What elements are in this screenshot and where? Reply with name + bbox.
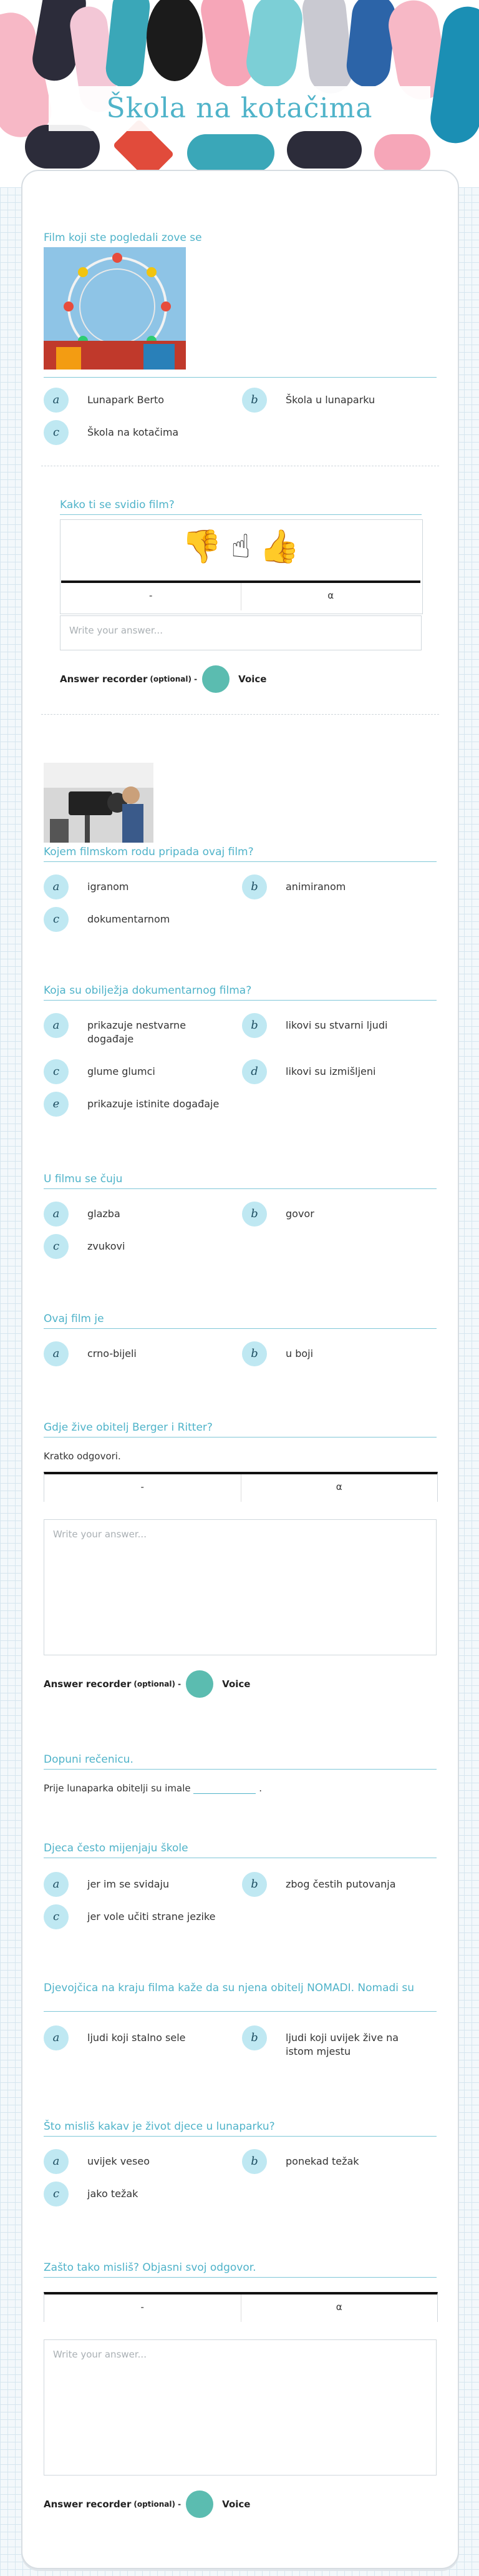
question-rule [44,377,437,378]
option-letter: b [242,874,267,899]
option-b[interactable] [242,2031,429,2059]
option-a[interactable] [44,1347,231,1366]
rating-scale[interactable] [61,580,420,610]
option-letter: b [242,1341,267,1366]
option-letter: a [44,2149,69,2174]
voice-label: Voice [238,673,267,685]
option-text: crno-bijeli [87,1348,137,1359]
question-rule [44,2277,437,2278]
recorder-label: Answer recorder [44,1678,132,1690]
question-rule [44,1000,437,1001]
option-letter: b [242,1013,267,1038]
option-b[interactable] [242,1878,442,1897]
option-letter: b [242,2149,267,2174]
section-divider [41,714,439,715]
question-rule [44,1769,437,1770]
question-title: Gdje žive obitelj Berger i Ritter? [44,1421,213,1434]
question-title: Kojem filmskom rodu pripada ovaj film? [44,846,254,858]
sentence-text: Prije lunaparka obitelji su imale [44,1783,191,1794]
question-rule [44,2011,437,2012]
option-letter: b [242,388,267,413]
option-d[interactable] [242,1065,429,1084]
option-c[interactable] [44,1240,231,1259]
option-a[interactable] [44,1878,231,1897]
option-letter: c [44,1234,69,1259]
option-letter: e [44,1092,69,1117]
rating-scale[interactable] [44,2292,438,2322]
option-a[interactable] [44,1019,231,1046]
option-text: animiranom [286,881,346,893]
voice-label: Voice [222,1678,251,1690]
option-letter: c [44,2182,69,2206]
answer-recorder [44,1670,250,1698]
answer-recorder [44,2490,250,2518]
question-rule [44,1188,437,1189]
option-b[interactable] [242,1019,429,1038]
blank-input[interactable] [193,1783,256,1794]
option-letter: a [44,1341,69,1366]
option-c[interactable] [44,2187,231,2206]
option-letter: d [242,1059,267,1084]
question-rule [44,861,437,862]
option-text: ljudi koji uvijek žive na istom mjestu [286,2032,399,2057]
option-text: jer im se svidaju [87,1878,170,1890]
recorder-label: Answer recorder [44,2499,132,2510]
page-title: Škola na kotačima [106,92,373,124]
question-title: Koja su obilježja dokumentarnog filma? [44,984,252,997]
option-text: jako težak [87,2188,138,2200]
option-letter: c [44,1059,69,1084]
option-text: Škola u lunaparku [286,394,375,406]
scale-right[interactable]: α [336,2301,342,2313]
option-letter: a [44,1202,69,1227]
option-b[interactable] [242,2155,429,2174]
option-text: igranom [87,881,129,893]
option-text: jer vole učiti strane jezike [87,1911,216,1922]
ferris-wheel-image [44,247,186,370]
option-text: ljudi koji stalno sele [87,2032,186,2044]
question-rule [44,1328,437,1329]
option-letter: c [44,907,69,932]
scale-left[interactable]: - [61,583,241,610]
option-text: prikazuje istinite događaje [87,1098,220,1110]
question-title: Kako ti se svidio film? [60,499,175,511]
scale-left[interactable]: - [44,2294,241,2322]
question-title: Film koji ste pogledali zove se [44,232,202,244]
scale-left[interactable]: - [44,1474,241,1502]
fill-sentence [44,1783,262,1794]
option-text: uvijek veseo [87,2155,150,2167]
option-text: prikazuje nestvarne događaje [87,1019,186,1045]
option-b[interactable] [242,393,429,413]
option-e[interactable] [44,1097,256,1117]
option-text: dokumentarnom [87,913,170,925]
scale-right[interactable]: α [336,1481,342,1492]
record-button[interactable] [186,2490,213,2518]
option-text: zbog čestih putovanja [286,1878,396,1890]
answer-input[interactable]: Write your answer... [44,2339,437,2476]
option-text: likovi su stvarni ljudi [286,1019,388,1031]
scale-right[interactable]: α [327,590,334,601]
option-c[interactable] [44,1065,231,1084]
record-button[interactable] [186,1670,213,1698]
option-letter: a [44,1872,69,1897]
option-b[interactable] [242,880,429,899]
option-c[interactable] [44,913,231,932]
option-letter: a [44,874,69,899]
option-a[interactable] [44,2031,231,2050]
option-text: Lunapark Berto [87,394,165,406]
option-letter: c [44,1904,69,1929]
question-title: Što misliš kakav je život djece u lunaparku? [44,2120,275,2133]
option-text: glume glumci [87,1065,155,1077]
option-a[interactable] [44,2155,231,2174]
answer-input[interactable]: Write your answer... [60,615,422,650]
question-title: Zašto tako misliš? Objasni svoj odgovor. [44,2261,256,2274]
question-title: Djeca često mijenjaju škole [44,1842,188,1854]
answer-recorder [60,665,266,693]
rating-scale[interactable] [44,1472,438,1502]
recorder-optional: (optional) - [133,2500,181,2509]
option-a[interactable] [44,393,231,413]
option-text: glazba [87,1208,120,1220]
recorder-optional: (optional) - [150,675,198,683]
option-letter: a [44,1013,69,1038]
camera-image [44,763,153,843]
pointing-hand-icon[interactable]: ☝ [231,528,251,566]
option-a[interactable] [44,1207,231,1227]
option-letter: b [242,2025,267,2050]
option-text: zvukovi [87,1240,125,1252]
option-b[interactable] [242,1347,429,1366]
option-text: u boji [286,1348,314,1359]
option-c[interactable] [44,426,231,445]
recorder-optional: (optional) - [133,1680,181,1688]
question-instruction: Kratko odgovori. [44,1451,121,1462]
page-title-plate [49,86,430,131]
option-letter: c [44,420,69,445]
question-title: Djevojčica na kraju filma kaže da su njena obitelj NOMADI. Nomadi su [44,1982,415,1994]
option-text: Škola na kotačima [87,426,179,438]
sentence-end: . [259,1783,262,1794]
question-title: Dopuni rečenicu. [44,1753,133,1766]
option-b[interactable] [242,1207,429,1227]
question-title: Ovaj film je [44,1313,104,1325]
answer-input[interactable]: Write your answer... [44,1519,437,1655]
recorder-label: Answer recorder [60,673,148,685]
option-letter: a [44,2025,69,2050]
question-rule [44,2136,437,2137]
question-rule [60,514,422,515]
question-title: U filmu se čuju [44,1173,123,1185]
worksheet-card [21,170,459,2569]
option-letter: b [242,1202,267,1227]
header-banner [0,0,479,187]
option-c[interactable] [44,1910,256,1929]
option-letter: b [242,1872,267,1897]
rating-icons [60,528,422,566]
record-button[interactable] [202,665,230,693]
option-letter: a [44,388,69,413]
option-text: govor [286,1208,314,1220]
thumbs-up-icon[interactable]: 👍 [259,528,300,566]
option-a[interactable] [44,880,231,899]
option-text: ponekad težak [286,2155,359,2167]
voice-label: Voice [222,2499,251,2510]
option-text: likovi su izmišljeni [286,1065,376,1077]
thumbs-down-icon[interactable]: 👎 [181,528,223,566]
